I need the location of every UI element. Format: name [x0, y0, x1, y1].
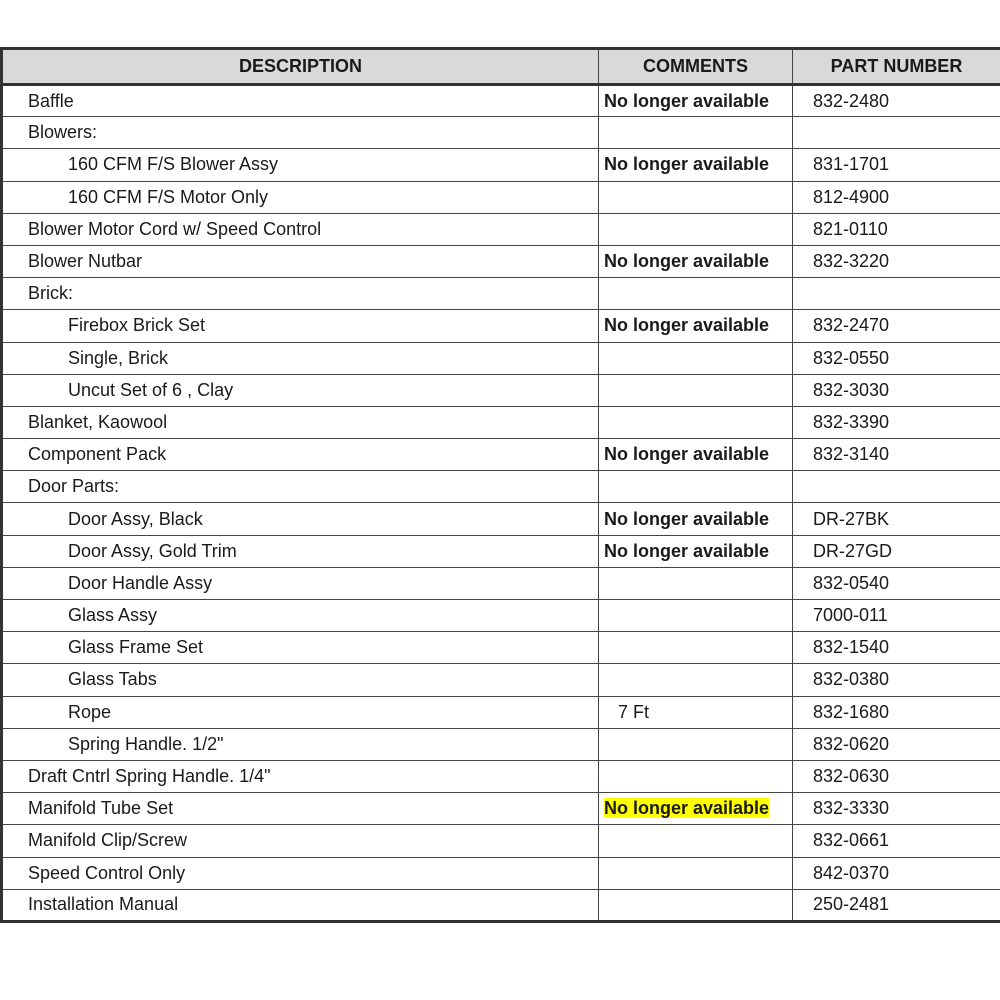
cell-description: Blower Nutbar [2, 245, 599, 277]
cell-part-number: 832-2480 [793, 85, 1000, 117]
table-row [2, 245, 1000, 277]
cell-comments [599, 439, 793, 471]
cell-comments [599, 600, 793, 632]
status-text: No longer available [604, 90, 770, 111]
cell-description: Installation Manual [2, 889, 599, 921]
cell-description: Speed Control Only [2, 857, 599, 889]
cell-comments [599, 374, 793, 406]
table-header [2, 49, 1000, 85]
status-text: No longer available [604, 251, 770, 272]
cell-description: Glass Tabs [2, 664, 599, 696]
status-text: 7 Ft [618, 701, 650, 722]
cell-description: Glass Frame Set [2, 632, 599, 664]
cell-part-number: DR-27GD [793, 535, 1000, 567]
cell-description: Blower Motor Cord w/ Speed Control [2, 213, 599, 245]
cell-part-number: 812-4900 [793, 181, 1000, 213]
cell-comments [599, 310, 793, 342]
cell-part-number: 832-3140 [793, 439, 1000, 471]
cell-comments [599, 503, 793, 535]
status-text: No longer available [604, 154, 770, 175]
cell-part-number: 821-0110 [793, 213, 1000, 245]
cell-comments [599, 793, 793, 825]
table-row [2, 664, 1000, 696]
cell-comments [599, 471, 793, 503]
cell-description: Door Parts: [2, 471, 599, 503]
cell-part-number: 250-2481 [793, 889, 1000, 921]
cell-description: Door Handle Assy [2, 567, 599, 599]
table-row [2, 406, 1000, 438]
cell-part-number: 832-1680 [793, 696, 1000, 728]
cell-description: Manifold Tube Set [2, 793, 599, 825]
table-row [2, 310, 1000, 342]
status-text: No longer available [604, 444, 770, 465]
table-row [2, 825, 1000, 857]
cell-part-number [793, 117, 1000, 149]
cell-description: Spring Handle. 1/2" [2, 728, 599, 760]
cell-part-number: 832-0380 [793, 664, 1000, 696]
table-row [2, 632, 1000, 664]
cell-part-number: 832-3390 [793, 406, 1000, 438]
cell-part-number [793, 471, 1000, 503]
cell-comments [599, 406, 793, 438]
table-row [2, 149, 1000, 181]
table-row [2, 278, 1000, 310]
cell-description: Component Pack [2, 439, 599, 471]
cell-part-number: 7000-011 [793, 600, 1000, 632]
parts-table [0, 47, 1000, 923]
table-row [2, 760, 1000, 792]
cell-comments [599, 825, 793, 857]
cell-part-number: 832-3330 [793, 793, 1000, 825]
table-row [2, 728, 1000, 760]
cell-part-number: 832-1540 [793, 632, 1000, 664]
cell-comments [599, 181, 793, 213]
table-row [2, 439, 1000, 471]
cell-part-number [793, 278, 1000, 310]
cell-comments [599, 632, 793, 664]
table-row [2, 567, 1000, 599]
cell-description: Rope [2, 696, 599, 728]
cell-description: Brick: [2, 278, 599, 310]
cell-comments [599, 857, 793, 889]
cell-comments [599, 213, 793, 245]
cell-comments [599, 245, 793, 277]
cell-part-number: 842-0370 [793, 857, 1000, 889]
cell-comments [599, 567, 793, 599]
cell-description: Door Assy, Black [2, 503, 599, 535]
cell-comments [599, 535, 793, 567]
cell-description: Uncut Set of 6 , Clay [2, 374, 599, 406]
cell-description: Manifold Clip/Screw [2, 825, 599, 857]
table-row [2, 374, 1000, 406]
table-row [2, 213, 1000, 245]
table-row [2, 471, 1000, 503]
cell-description: Glass Assy [2, 600, 599, 632]
cell-description: Baffle [2, 85, 599, 117]
status-text: No longer available [604, 315, 770, 336]
cell-description: Door Assy, Gold Trim [2, 535, 599, 567]
table-body [2, 85, 1000, 922]
cell-comments [599, 889, 793, 921]
table-row [2, 793, 1000, 825]
cell-comments [599, 342, 793, 374]
table-row [2, 535, 1000, 567]
cell-comments [599, 696, 793, 728]
table-row [2, 503, 1000, 535]
status-text: No longer available [604, 508, 770, 529]
status-text: No longer available [604, 540, 770, 561]
cell-comments [599, 117, 793, 149]
table-row [2, 600, 1000, 632]
cell-description: Blowers: [2, 117, 599, 149]
header-description: DESCRIPTION [2, 49, 599, 85]
cell-part-number: 831-1701 [793, 149, 1000, 181]
cell-comments [599, 85, 793, 117]
table-row [2, 85, 1000, 117]
cell-description: 160 CFM F/S Motor Only [2, 181, 599, 213]
table-row [2, 696, 1000, 728]
cell-part-number: 832-0540 [793, 567, 1000, 599]
cell-part-number: 832-0550 [793, 342, 1000, 374]
header-part-number: PART NUMBER [793, 49, 1000, 85]
table-row [2, 857, 1000, 889]
cell-description: Draft Cntrl Spring Handle. 1/4" [2, 760, 599, 792]
cell-description: Single, Brick [2, 342, 599, 374]
cell-part-number: DR-27BK [793, 503, 1000, 535]
table-row [2, 117, 1000, 149]
cell-comments [599, 760, 793, 792]
cell-comments [599, 278, 793, 310]
table-row [2, 342, 1000, 374]
cell-description: 160 CFM F/S Blower Assy [2, 149, 599, 181]
table-row [2, 181, 1000, 213]
cell-part-number: 832-0620 [793, 728, 1000, 760]
cell-part-number: 832-2470 [793, 310, 1000, 342]
cell-part-number: 832-0630 [793, 760, 1000, 792]
cell-part-number: 832-3030 [793, 374, 1000, 406]
cell-comments [599, 728, 793, 760]
cell-part-number: 832-3220 [793, 245, 1000, 277]
cell-comments [599, 149, 793, 181]
header-comments: COMMENTS [599, 49, 793, 85]
cell-part-number: 832-0661 [793, 825, 1000, 857]
cell-description: Firebox Brick Set [2, 310, 599, 342]
status-text-highlighted: No longer available [604, 798, 770, 819]
cell-comments [599, 664, 793, 696]
cell-description: Blanket, Kaowool [2, 406, 599, 438]
header-row [2, 49, 1000, 85]
table-row [2, 889, 1000, 921]
